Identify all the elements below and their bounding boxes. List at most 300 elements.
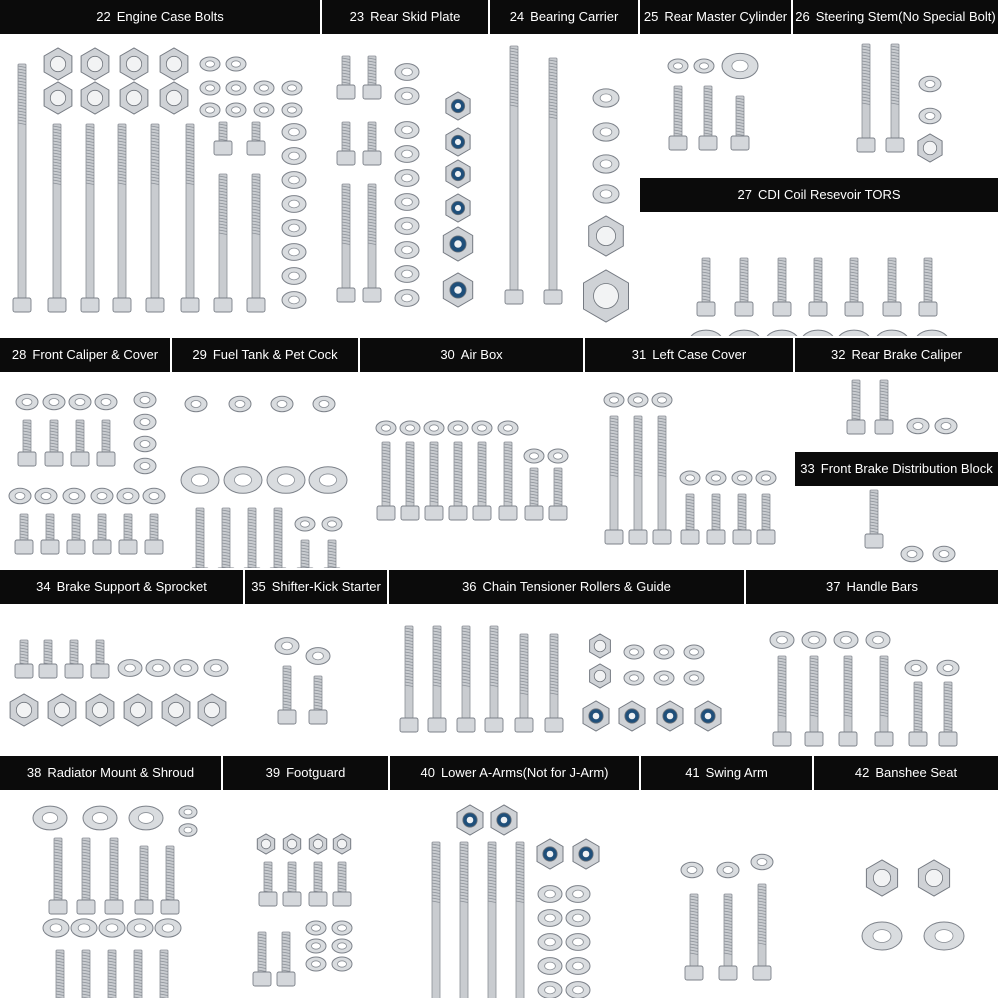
nylon-lock-nut-icon <box>695 701 721 731</box>
washer-icon <box>282 268 306 285</box>
washer-icon <box>155 919 181 937</box>
panel-title: Fuel Tank & Pet Cock <box>212 347 338 362</box>
hardware-illustration <box>390 790 641 1000</box>
washer-icon <box>185 396 207 411</box>
bolt-icon <box>511 842 529 1000</box>
hardware-illustration <box>793 34 1000 178</box>
hex-nut-icon <box>590 664 611 688</box>
bolt-icon <box>146 124 164 312</box>
hex-nut-icon <box>162 694 190 726</box>
washer-icon <box>727 330 761 338</box>
washer-icon <box>306 921 326 935</box>
panel-header <box>0 338 170 372</box>
panel-header <box>172 338 358 372</box>
bolt-icon <box>129 950 147 1000</box>
washer-icon <box>593 123 619 141</box>
washer-icon <box>200 57 220 71</box>
washer-icon <box>395 122 419 139</box>
hex-nut-icon <box>86 694 114 726</box>
washer-icon <box>43 919 69 937</box>
bolt-icon <box>845 258 863 316</box>
washer-icon <box>538 886 562 903</box>
panel-number: 36 <box>462 579 477 594</box>
bolt-icon <box>485 626 503 732</box>
washer-icon <box>395 64 419 81</box>
bolt-icon <box>155 950 173 1000</box>
washer-icon <box>624 671 644 685</box>
panel-26 <box>793 0 1000 178</box>
hardware-illustration <box>0 604 245 756</box>
washer-icon <box>63 488 85 503</box>
panel-number: 31 <box>631 347 647 362</box>
bolt-icon <box>71 420 89 466</box>
bolt-icon <box>363 122 381 165</box>
panel-number: 28 <box>11 347 27 362</box>
washer-icon <box>71 919 97 937</box>
washer-icon <box>282 196 306 213</box>
washer-icon <box>143 488 165 503</box>
bolt-icon <box>13 64 31 312</box>
hardware-illustration <box>245 604 389 756</box>
bolt-icon <box>145 514 163 554</box>
washer-icon <box>127 919 153 937</box>
washer-icon <box>566 886 590 903</box>
panel-29 <box>172 338 360 570</box>
nylon-lock-nut-icon <box>446 194 470 222</box>
washer-icon <box>395 266 419 283</box>
bolt-icon <box>733 494 751 544</box>
panel-header <box>0 756 221 790</box>
washer-icon <box>935 418 957 433</box>
bolt-icon <box>707 494 725 544</box>
washer-icon <box>628 393 648 407</box>
bolt-icon <box>875 656 893 746</box>
bolt-icon <box>253 932 271 986</box>
panel-number: 38 <box>26 765 42 780</box>
bolt-icon <box>309 676 327 724</box>
washer-icon <box>654 671 674 685</box>
panel-42 <box>814 756 1000 1000</box>
washer-icon <box>395 88 419 105</box>
bolt-icon <box>839 656 857 746</box>
hardware-illustration <box>322 34 490 338</box>
washer-icon <box>765 330 799 338</box>
washer-icon <box>282 172 306 189</box>
washer-icon <box>907 418 929 433</box>
hardware-illustration <box>0 790 223 1000</box>
bolt-icon <box>909 682 927 746</box>
washer-icon <box>524 449 544 463</box>
washer-icon <box>593 89 619 107</box>
bolt-icon <box>685 894 703 980</box>
bolt-icon <box>81 124 99 312</box>
washer-icon <box>604 393 624 407</box>
bolt-icon <box>753 884 771 980</box>
bolt-icon <box>939 682 957 746</box>
washer-icon <box>395 290 419 307</box>
washer-icon <box>254 81 274 95</box>
panel-title: Bearing Carrier <box>530 9 619 24</box>
washer-icon <box>306 939 326 953</box>
hex-nut-icon <box>283 834 300 854</box>
washer-icon <box>680 471 700 485</box>
bolt-icon <box>428 626 446 732</box>
panel-number: 42 <box>854 765 870 780</box>
panel-33 <box>795 452 1000 570</box>
washer-icon <box>654 645 674 659</box>
washer-icon <box>866 632 890 649</box>
washer-icon <box>395 194 419 211</box>
washer-icon <box>254 103 274 117</box>
nylon-lock-nut-icon <box>446 128 470 156</box>
washer-icon <box>146 660 170 677</box>
washer-icon <box>134 458 156 473</box>
washer-icon <box>905 660 927 675</box>
washer-icon <box>624 645 644 659</box>
hardware-illustration <box>223 790 390 1000</box>
panel-header <box>223 756 388 790</box>
panel-title: Chain Tensioner Rollers & Guide <box>482 579 671 594</box>
washer-icon <box>566 910 590 927</box>
washer-icon <box>668 59 688 73</box>
panel-header <box>640 0 791 34</box>
bolt-icon <box>499 442 517 520</box>
bolt-icon <box>883 258 901 316</box>
bolt-icon <box>875 380 893 434</box>
washer-icon <box>332 939 352 953</box>
washer-icon <box>395 170 419 187</box>
bolt-icon <box>337 122 355 165</box>
panel-title: Lower A-Arms(Not for J-Arm) <box>440 765 609 780</box>
washer-icon <box>694 59 714 73</box>
bolt-icon <box>886 44 904 152</box>
washer-icon <box>593 185 619 203</box>
panel-header <box>640 178 998 212</box>
bolt-icon <box>77 838 95 914</box>
panel-title: CDI Coil Resevoir TORS <box>757 187 901 202</box>
bolt-icon <box>400 626 418 732</box>
bolt-icon <box>457 626 475 732</box>
hardware-illustration <box>814 790 1000 1000</box>
hex-nut-icon <box>918 860 949 896</box>
bolt-icon <box>135 846 153 914</box>
hex-nut-icon <box>10 694 38 726</box>
bolt-icon <box>809 258 827 316</box>
bolt-icon <box>119 514 137 554</box>
bolt-icon <box>333 862 351 906</box>
hex-nut-icon <box>160 82 188 114</box>
bolt-icon <box>323 540 341 570</box>
bolt-icon <box>277 932 295 986</box>
hardware-illustration <box>389 604 746 756</box>
hardware-illustration <box>490 34 640 338</box>
bolt-icon <box>77 950 95 1000</box>
bolt-icon <box>719 894 737 980</box>
washer-icon <box>915 330 949 338</box>
bolt-icon <box>629 416 647 544</box>
washer-icon <box>498 421 518 435</box>
washer-icon <box>309 467 347 494</box>
panel-header <box>390 756 639 790</box>
bolt-icon <box>857 44 875 152</box>
panel-number: 26 <box>795 9 810 24</box>
bolt-icon <box>278 666 296 724</box>
hardware-illustration <box>0 34 322 338</box>
bolt-icon <box>91 640 109 678</box>
panel-title: Shifter-Kick Starter <box>271 579 381 594</box>
panel-38 <box>0 756 223 1000</box>
washer-icon <box>224 467 262 494</box>
hex-nut-icon <box>120 82 148 114</box>
washer-icon <box>229 396 251 411</box>
washer-icon <box>313 396 335 411</box>
washer-icon <box>282 81 302 95</box>
washer-icon <box>834 632 858 649</box>
washer-icon <box>751 854 773 869</box>
washer-icon <box>200 103 220 117</box>
washer-icon <box>538 958 562 975</box>
hardware-illustration <box>640 212 1000 338</box>
hex-nut-icon <box>198 694 226 726</box>
hex-nut-icon <box>333 834 350 854</box>
nylon-lock-nut-icon <box>446 92 470 120</box>
nylon-lock-nut-icon <box>583 701 609 731</box>
bolt-icon <box>919 258 937 316</box>
bolt-icon <box>773 656 791 746</box>
panel-number: 30 <box>440 347 455 362</box>
washer-icon <box>801 330 835 338</box>
panel-number: 22 <box>96 9 111 24</box>
panel-header <box>585 338 793 372</box>
hardware-illustration <box>641 790 814 1000</box>
panel-title: Front Brake Distribution Block <box>820 461 993 476</box>
washer-icon <box>924 922 964 950</box>
panel-37 <box>746 570 1000 756</box>
washer-icon <box>118 660 142 677</box>
bolt-icon <box>605 416 623 544</box>
hex-nut-icon <box>81 48 109 80</box>
washer-icon <box>117 488 139 503</box>
hex-nut-icon <box>589 216 624 256</box>
bolt-icon <box>41 514 59 554</box>
bolt-icon <box>259 862 277 906</box>
washer-icon <box>9 488 31 503</box>
bolt-icon <box>15 514 33 554</box>
washer-icon <box>282 244 306 261</box>
washer-icon <box>200 81 220 95</box>
hex-nut-icon <box>584 270 629 322</box>
washer-icon <box>282 220 306 237</box>
washer-icon <box>282 148 306 165</box>
bolt-icon <box>337 184 355 302</box>
bolt-icon <box>113 124 131 312</box>
washer-icon <box>43 394 65 409</box>
bolt-icon <box>455 842 473 1000</box>
panel-header <box>746 570 998 604</box>
panel-header <box>641 756 812 790</box>
bolt-icon <box>377 442 395 520</box>
bolt-icon <box>105 838 123 914</box>
panel-28 <box>0 338 172 570</box>
washer-icon <box>566 934 590 951</box>
washer-icon <box>134 414 156 429</box>
washer-icon <box>802 632 826 649</box>
washer-icon <box>538 934 562 951</box>
hex-nut-icon <box>590 634 611 658</box>
bolt-icon <box>505 46 523 304</box>
panel-header <box>389 570 744 604</box>
panel-header <box>795 452 998 486</box>
washer-icon <box>33 806 67 830</box>
bolt-icon <box>773 258 791 316</box>
panel-number: 39 <box>265 765 281 780</box>
hardware-illustration <box>795 486 1000 570</box>
panel-number: 33 <box>800 461 815 476</box>
panel-number: 35 <box>251 579 266 594</box>
washer-icon <box>83 806 117 830</box>
washer-icon <box>275 638 299 655</box>
washer-icon <box>424 421 444 435</box>
nylon-lock-nut-icon <box>657 701 683 731</box>
bolt-icon <box>681 494 699 544</box>
washer-icon <box>448 421 468 435</box>
hex-nut-icon <box>866 860 897 896</box>
washer-icon <box>376 421 396 435</box>
bolt-icon <box>191 508 209 570</box>
washer-icon <box>937 660 959 675</box>
washer-icon <box>395 218 419 235</box>
bolt-icon <box>865 490 883 548</box>
washer-icon <box>226 81 246 95</box>
bolt-icon <box>247 122 265 155</box>
bolt-icon <box>525 468 543 520</box>
washer-icon <box>548 449 568 463</box>
nylon-lock-nut-icon <box>446 160 470 188</box>
bolt-icon <box>699 86 717 150</box>
panel-30 <box>360 338 585 570</box>
washer-icon <box>35 488 57 503</box>
washer-icon <box>282 103 302 117</box>
bolt-icon <box>401 442 419 520</box>
hardware-illustration <box>172 372 360 570</box>
washer-icon <box>179 824 197 837</box>
washer-icon <box>862 922 902 950</box>
hex-nut-icon <box>48 694 76 726</box>
panel-number: 41 <box>685 765 700 780</box>
bolt-icon <box>544 58 562 304</box>
washer-icon <box>322 517 342 531</box>
bolt-icon <box>269 508 287 570</box>
washer-icon <box>717 862 739 877</box>
washer-icon <box>837 330 871 338</box>
hex-nut-icon <box>918 134 942 162</box>
panel-title: Swing Arm <box>705 765 768 780</box>
bolt-icon <box>449 442 467 520</box>
bolt-icon <box>483 842 501 1000</box>
washer-icon <box>204 660 228 677</box>
bolt-icon <box>669 86 687 150</box>
washer-icon <box>684 671 704 685</box>
washer-icon <box>332 957 352 971</box>
washer-icon <box>689 330 723 338</box>
panel-header <box>0 0 320 34</box>
nylon-lock-nut-icon <box>619 701 645 731</box>
hardware-illustration <box>795 372 1000 452</box>
bolt-icon <box>309 862 327 906</box>
bolt-icon <box>161 846 179 914</box>
bolt-icon <box>217 508 235 570</box>
panel-35 <box>245 570 389 756</box>
washer-icon <box>538 982 562 999</box>
panel-header <box>814 756 998 790</box>
washer-icon <box>652 393 672 407</box>
hex-nut-icon <box>160 48 188 80</box>
washer-icon <box>306 957 326 971</box>
washer-icon <box>933 546 955 561</box>
hardware-illustration <box>585 372 795 570</box>
washer-icon <box>706 471 726 485</box>
hex-nut-icon <box>44 82 72 114</box>
bolt-icon <box>425 442 443 520</box>
bolt-icon <box>363 56 381 99</box>
panel-title: Left Case Cover <box>652 347 747 362</box>
washer-icon <box>756 471 776 485</box>
bolt-icon <box>247 174 265 312</box>
panel-title: Rear Skid Plate <box>370 9 461 24</box>
bolt-icon <box>363 184 381 302</box>
panel-36 <box>389 570 746 756</box>
bolt-icon <box>214 122 232 155</box>
bolt-icon <box>697 258 715 316</box>
bolt-icon <box>243 508 261 570</box>
washer-icon <box>174 660 198 677</box>
washer-icon <box>566 958 590 975</box>
panel-27 <box>640 178 1000 338</box>
panel-number: 23 <box>349 9 365 24</box>
panel-41 <box>641 756 814 1000</box>
bolt-icon <box>51 950 69 1000</box>
bolt-icon <box>49 838 67 914</box>
washer-icon <box>99 919 125 937</box>
washer-icon <box>69 394 91 409</box>
bolt-icon <box>39 640 57 678</box>
panel-24 <box>490 0 640 338</box>
washer-icon <box>770 632 794 649</box>
washer-icon <box>16 394 38 409</box>
washer-icon <box>566 982 590 999</box>
bolt-icon <box>103 950 121 1000</box>
panel-header <box>245 570 387 604</box>
bolt-icon <box>283 862 301 906</box>
hex-nut-icon <box>120 48 148 80</box>
hex-nut-icon <box>44 48 72 80</box>
panel-header <box>360 338 583 372</box>
washer-icon <box>919 76 941 91</box>
nylon-lock-nut-icon <box>491 805 517 835</box>
panel-number: 40 <box>420 765 435 780</box>
bolt-icon <box>653 416 671 544</box>
washer-icon <box>400 421 420 435</box>
panel-title: Engine Case Bolts <box>116 9 224 24</box>
hex-nut-icon <box>257 834 274 854</box>
washer-icon <box>267 467 305 494</box>
washer-icon <box>181 467 219 494</box>
bolt-icon <box>181 124 199 312</box>
bolt-icon <box>45 420 63 466</box>
panel-title: Brake Support & Sprocket <box>56 579 207 594</box>
bolt-icon <box>427 842 445 1000</box>
bolt-icon <box>15 640 33 678</box>
